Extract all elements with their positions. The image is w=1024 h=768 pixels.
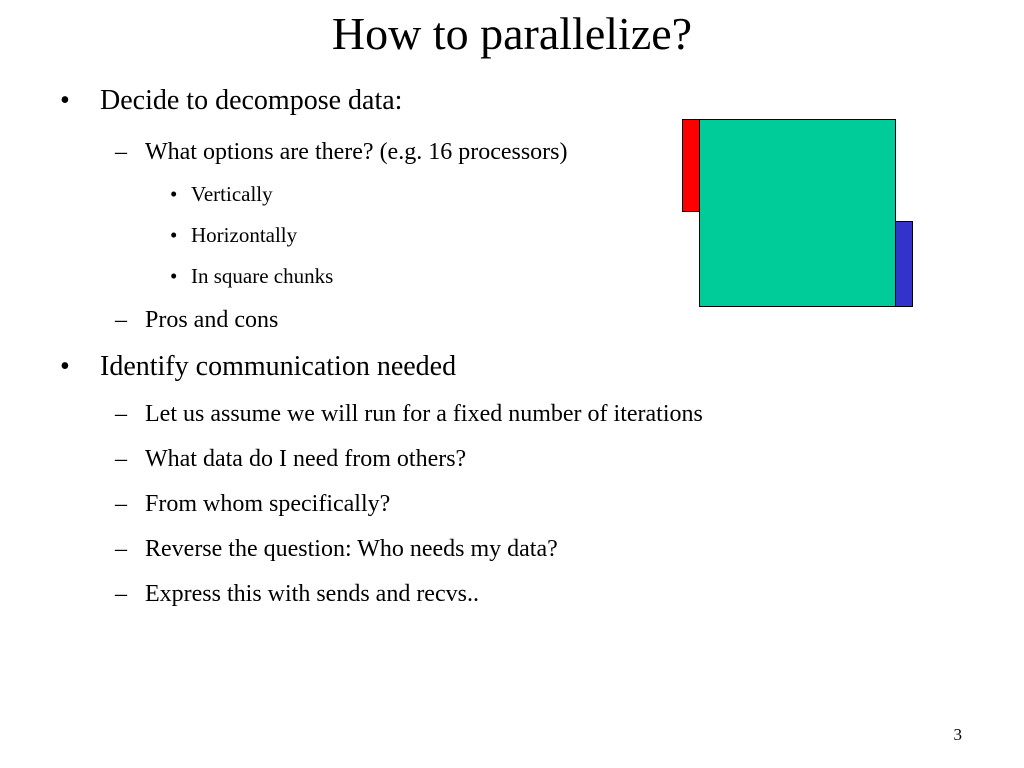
bullet-text: Identify communication needed (100, 351, 457, 382)
dash-marker: – (115, 581, 127, 607)
sub-bullet-text: Express this with sends and recvs.. (145, 581, 479, 607)
blue-strip (894, 221, 913, 307)
dash-marker: – (115, 536, 127, 562)
dash-marker: – (115, 139, 127, 165)
dash-marker: – (115, 307, 127, 333)
bullet-marker: • (60, 85, 70, 116)
bullet-marker: • (170, 264, 178, 288)
sub-bullet-text: What options are there? (e.g. 16 processors) (145, 139, 568, 165)
sub-bullet-text: What data do I need from others? (145, 446, 467, 472)
red-strip (682, 119, 700, 212)
page-number: 3 (953, 725, 962, 744)
bullet-marker: • (60, 351, 70, 382)
sub-bullet-text: Let us assume we will run for a fixed number of iterations (145, 401, 703, 427)
sub-sub-bullet-text: Vertically (191, 182, 273, 206)
sub-sub-bullet-text: In square chunks (191, 264, 334, 288)
dash-marker: – (115, 446, 127, 472)
sub-bullet-text: From whom specifically? (145, 491, 391, 517)
bullet-marker: • (170, 182, 178, 206)
dash-marker: – (115, 401, 127, 427)
bullet-marker: • (170, 223, 178, 247)
bullet-text: Decide to decompose data: (100, 85, 403, 116)
sub-bullet-text: Pros and cons (145, 307, 279, 333)
sub-sub-bullet-text: Horizontally (191, 223, 298, 247)
sub-bullet-text: Reverse the question: Who needs my data? (145, 536, 558, 562)
dash-marker: – (115, 491, 127, 517)
slide-title: How to parallelize? (331, 8, 693, 59)
main-block (699, 119, 896, 307)
